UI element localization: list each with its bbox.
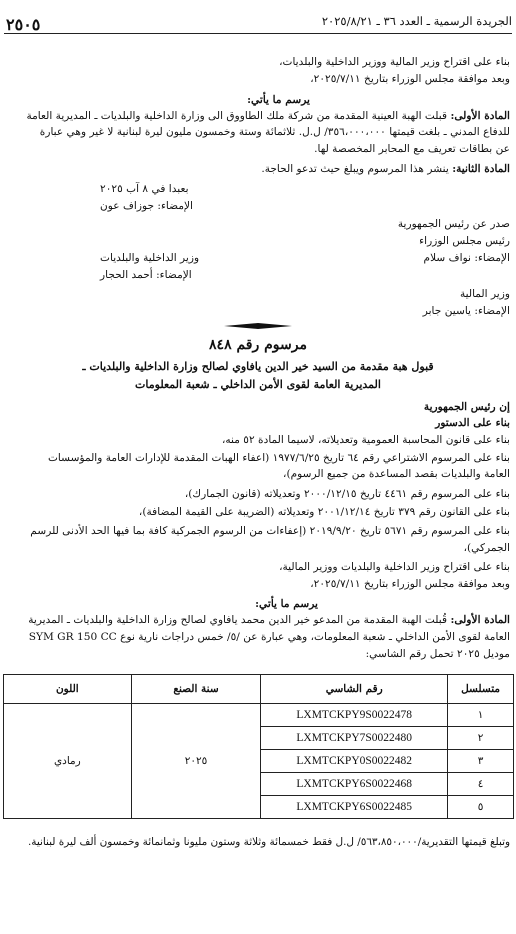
decrees-line: يرسم ما يأتي: <box>255 598 318 610</box>
basis-3: بناء على المرسوم رقم ٤٤٦١ تاريخ ٢٠٠٠/١٢/١٥ وتعديلاته (قانون الجمارك)، <box>184 488 510 500</box>
serial-cell: ١ <box>448 704 514 727</box>
article-1 <box>6 109 510 123</box>
table-header-row <box>4 675 514 704</box>
approval-line: وبعد موافقة مجلس الوزراء بتاريخ ٢٠٢٥/٧/١١، <box>310 578 510 590</box>
decree-article-1-line2: العامة لقوى الأمن الداخلي ـ شعبة المعلومات، وهي عبارة عن /٥/ خمس دراجات نارية نوع SYM GR 150 CC <box>28 631 510 643</box>
pm-signature: الإمضاء: نواف سلام <box>423 252 510 264</box>
chassis-cell: LXMTCKPY6S0022468 <box>261 773 448 796</box>
estimated-value-note: وتبلغ قيمتها التقديرية/٥٦٣،٨٥٠،٠٠٠/ ل.ل فقط خمسمائة وثلاثة وستون مليونا وثمانمائة وخمسون ألف ليرة لبنانية. <box>27 836 510 848</box>
chassis-cell: LXMTCKPY7S0022480 <box>261 727 448 750</box>
page-number: ٢٥٠٥ <box>6 15 41 34</box>
basis-2: بناء على المرسوم الاشتراعي رقم ٦٤ تاريخ ١٩٧٧/٦/٢٥ (اعفاء الهبات المقدمة للإدارات العامة والمؤسسات <box>47 452 510 464</box>
basis-4: بناء على القانون رقم ٣٧٩ تاريخ ٢٠٠١/١٢/١٤ وتعديلاته (الضريبة على القيمة المضافة)، <box>138 506 510 518</box>
finance-minister-title: وزير المالية <box>459 288 510 300</box>
decree-title: مرسوم رقم ٨٤٨ <box>209 337 307 353</box>
finance-minister-signature: الإمضاء: ياسين جابر <box>422 305 510 317</box>
proposal-line: بناء على اقتراح وزير المالية ووزير الداخلية والبلديات، <box>279 56 510 68</box>
article-1-line2: للدفاع المدني ـ بلغت قيمتها ٣٥٦،٠٠٠،٠٠٠/ ل.ل. ثلاثمائة وستة وخمسون مليون ليرة لبنانية لا غير وهي عبارة <box>39 126 510 138</box>
proposal-line: بناء على اقتراح وزير الداخلية والبلديات ووزير المالية، <box>279 561 510 573</box>
decree-subject-line2: المديرية العامة لقوى الأمن الداخلي ـ شعبة المعلومات <box>135 378 381 391</box>
serial-cell: ٤ <box>448 773 514 796</box>
signing-date: بعبدا في ٨ آب ٢٠٢٥ <box>100 183 189 195</box>
decree-article-1-label: المادة الأولى: <box>450 614 510 626</box>
article-2-text: ينشر هذا المرسوم ويبلغ حيث تدعو الحاجة. <box>261 163 449 175</box>
article-1-line3: عن بطاقات تعريف مع المحابر المخصصة لها. <box>314 143 510 155</box>
basis-2-line2: العامة والبلديات بقصد المساعدة من جميع الرسوم)، <box>283 468 510 480</box>
motorcycles-table <box>3 674 514 819</box>
president-line: إن رئيس الجمهورية <box>423 401 510 413</box>
basis-5-line2: الجمركي)، <box>463 542 510 554</box>
approval-line: وبعد موافقة مجلس الوزراء بتاريخ ٢٠٢٥/٧/١١، <box>310 73 510 85</box>
interior-minister-title: وزير الداخلية والبلديات <box>100 252 200 264</box>
header-serial: متسلسل <box>448 675 514 704</box>
constitution-line: بناء على الدستور <box>435 417 510 429</box>
article-2-label: المادة الثانية: <box>452 163 510 175</box>
basis-5: بناء على المرسوم رقم ٥٦٧١ تاريخ ٢٠١٩/٩/٢٠ (إعفاءات من الرسوم الجمركية كافة بما فيها الحد الأدنى للرسم <box>30 525 510 537</box>
serial-cell: ٣ <box>448 750 514 773</box>
gazette-title: الجريدة الرسمية ـ العدد ٣٦ ـ ٢٠٢٥/٨/٢١ <box>321 14 512 28</box>
interior-minister-signature: الإمضاء: أحمد الحجار <box>100 269 192 281</box>
section-divider <box>224 323 292 329</box>
table-row <box>4 704 514 727</box>
issued-by: صدر عن رئيس الجمهورية <box>397 218 510 230</box>
serial-cell: ٢ <box>448 727 514 750</box>
serial-cell: ٥ <box>448 796 514 819</box>
article-1-label: المادة الأولى: <box>450 110 510 122</box>
color-cell: رمادي <box>4 704 132 819</box>
basis-1: بناء على قانون المحاسبة العمومية وتعديلاته، لاسيما المادة ٥٢ منه، <box>221 434 510 446</box>
article-1-text: قبلت الهبة العينية المقدمة من شركة ملك الطاووق الى وزارة الداخلية والبلديات ـ المديرية العامة <box>26 110 448 122</box>
decrees-line: يرسم ما يأتي: <box>247 94 310 106</box>
chassis-cell: LXMTCKPY6S0022485 <box>261 796 448 819</box>
decree-article-1-line3: موديل ٢٠٢٥ تحمل رقم الشاسي: <box>365 648 510 660</box>
page-header <box>0 0 516 40</box>
chassis-cell: LXMTCKPY0S0022482 <box>261 750 448 773</box>
decree-subject-line1: قبول هبة مقدمة من السيد خير الدين يافاوي لصالح وزارة الداخلية والبلديات ـ <box>82 360 434 373</box>
article-2 <box>6 162 510 176</box>
year-cell: ٢٠٢٥ <box>131 704 261 819</box>
pm-title: رئيس مجلس الوزراء <box>419 235 510 247</box>
chassis-cell: LXMTCKPY9S0022478 <box>261 704 448 727</box>
header-color: اللون <box>4 675 132 704</box>
header-year: سنة الصنع <box>131 675 261 704</box>
decree-article-1 <box>6 613 510 627</box>
header-rule <box>4 33 512 34</box>
header-chassis: رقم الشاسي <box>261 675 448 704</box>
decree-article-1-text: قُبلت الهبة المقدمة من المدعو خير الدين محمد يافاوي لصالح وزارة الداخلية والبلديات ـ المديرية <box>28 614 448 626</box>
president-signature: الإمضاء: جوزاف عون <box>100 200 193 212</box>
